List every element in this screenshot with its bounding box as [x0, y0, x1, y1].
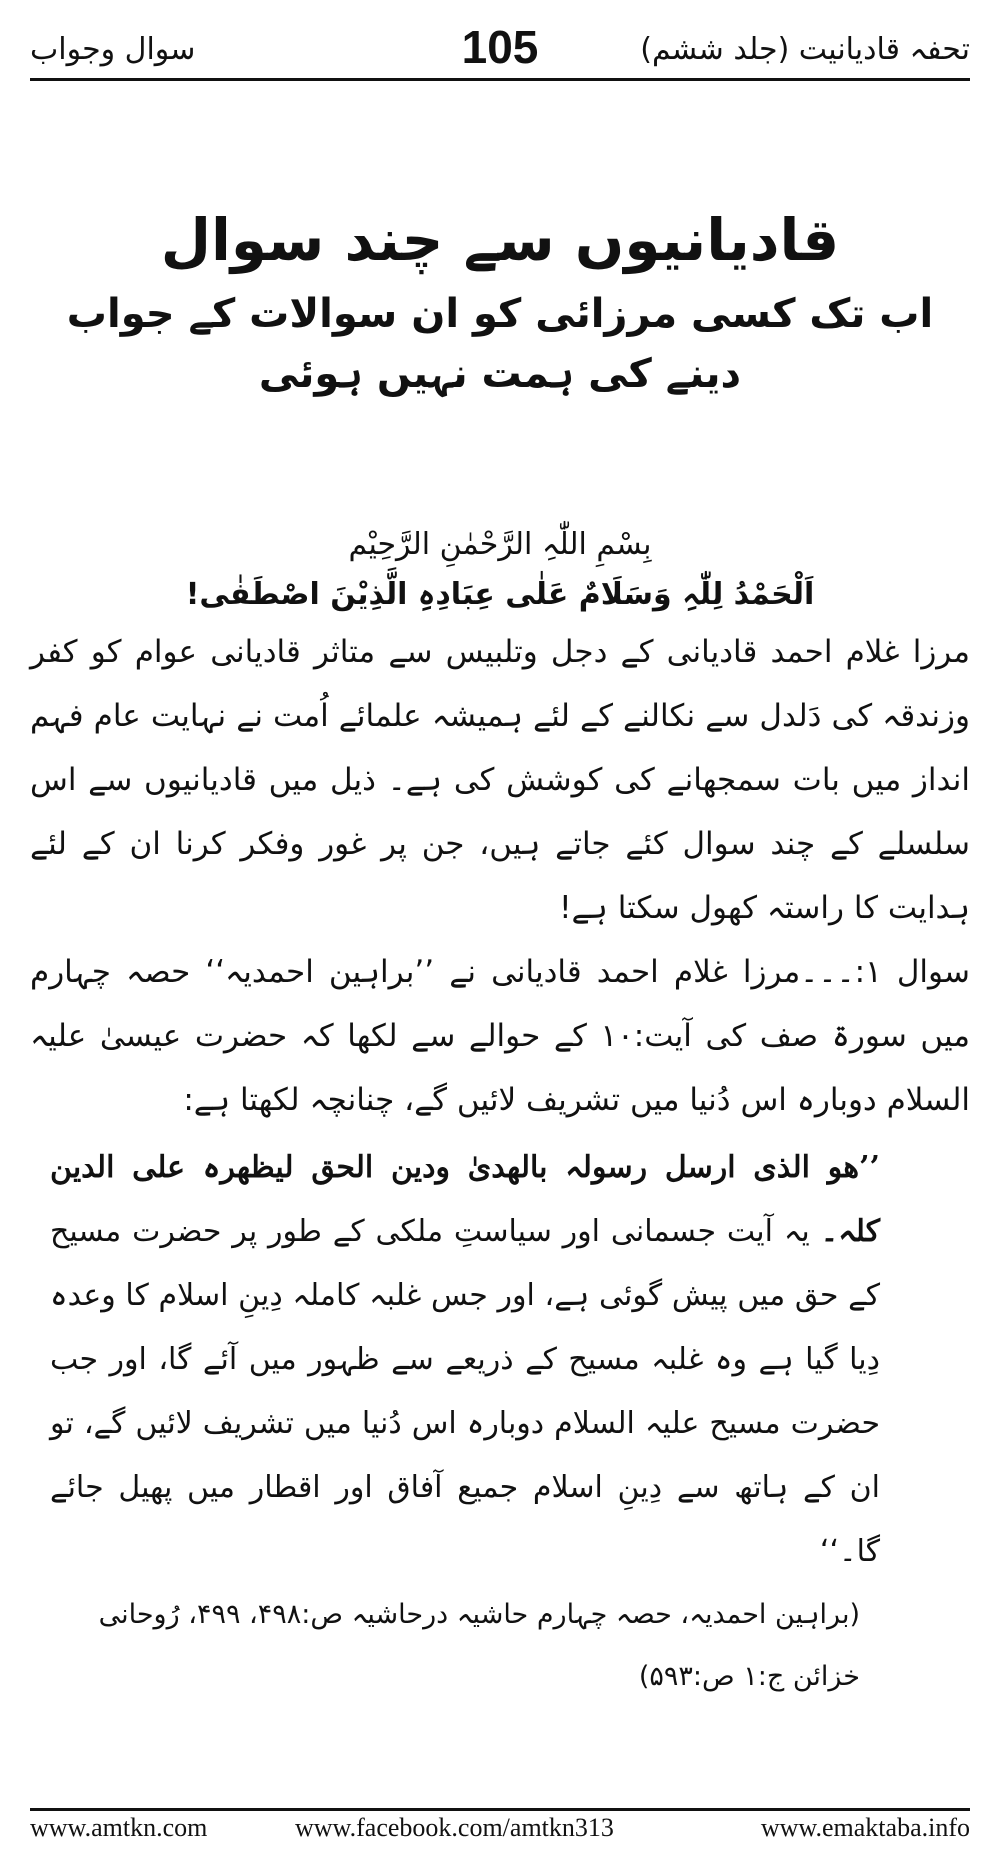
question-1: سوال ۱:۔۔۔مرزا غلام احمد قادیانی نے ’’براہین احمدیہ‘‘ حصہ چہارم میں سورۃ صف کی آیت:۱۰ کے حوالے سے لکھا کہ حضرت عیسیٰ علیہ السلام دوبارہ اس دُنیا میں تشریف لائیں گے، چنانچہ لکھتا ہے: [30, 954, 970, 1118]
footer-link-amtkn[interactable]: www.amtkn.com [30, 1813, 208, 1842]
footer-link-facebook[interactable]: www.facebook.com/amtkn313 [295, 1813, 614, 1842]
intro-paragraph: مرزا غلام احمد قادیانی کے دجل وتلبیس سے متاثر قادیانی عوام کو کفر وزندقہ کی دَلدل سے نکالنے کے لئے ہمیشہ علمائے اُمت نے نہایت عام فہم انداز میں بات سمجھانے کی کوشش کی ہے۔ ذیل میں قادیانیوں سے اس سلسلے کے چند سوال کئے جاتے ہیں، جن پر غور وفکر کرنا ان کے لئے ہدایت کا راستہ کھول سکتا ہے! [30, 634, 970, 926]
section-title: سوال وجواب [30, 32, 196, 67]
bismillah: بِسْمِ اللّٰہِ الرَّحْمٰنِ الرَّحِیْم [348, 527, 652, 562]
quote-urdu: یہ آیت جسمانی اور سیاستِ ملکی کے طور پر حضرت مسیح کے حق میں پیش گوئی ہے، اور جس غلبہ کاملہ دِینِ اسلام کا وعدہ دِیا گیا ہے وہ غلبہ مسیح کے ذریعے سے ظہور میں آئے گا، اور جب حضرت مسیح علیہ السلام دوبارہ اس دُنیا میں تشریف لائیں گے، تو ان کے ہاتھ سے دِینِ اسلام جمیع آفاق اور اقطار میں پھیل جائے گا۔‘‘ [50, 1214, 880, 1569]
quotation [50, 1136, 880, 1584]
footer-link-emaktaba[interactable]: www.emaktaba.info [760, 1813, 970, 1842]
chapter-subtitle: اب تک کسی مرزائی کو ان سوالات کے جواب دینے کی ہمت نہیں ہوئی [66, 291, 934, 397]
page-body [30, 520, 970, 1708]
chapter-titles [30, 200, 970, 404]
quote-arabic: ’’ھو الذی ارسل رسولہ بالھدیٰ ودین الحق لیظھرہ علی الدین کلہ۔ [50, 1150, 880, 1249]
book-title: تحفہ قادیانیت (جلد ششم) [640, 32, 970, 67]
chapter-title: قادیانیوں سے چند سوال [160, 206, 840, 274]
page-header [30, 22, 970, 81]
hamd-line: اَلْحَمْدُ لِلّٰہِ وَسَلَامٌ عَلٰی عِبَادِہِ الَّذِیْنَ اصْطَفٰی! [185, 577, 815, 612]
page-number: 105 [461, 21, 539, 73]
page-footer [30, 1808, 970, 1847]
reference-citation: (براہین احمدیہ، حصہ چہارم حاشیہ درحاشیہ ص:۴۹۸، ۴۹۹، رُوحانی خزائن ج:۱ ص:۵۹۳) [98, 1599, 860, 1692]
